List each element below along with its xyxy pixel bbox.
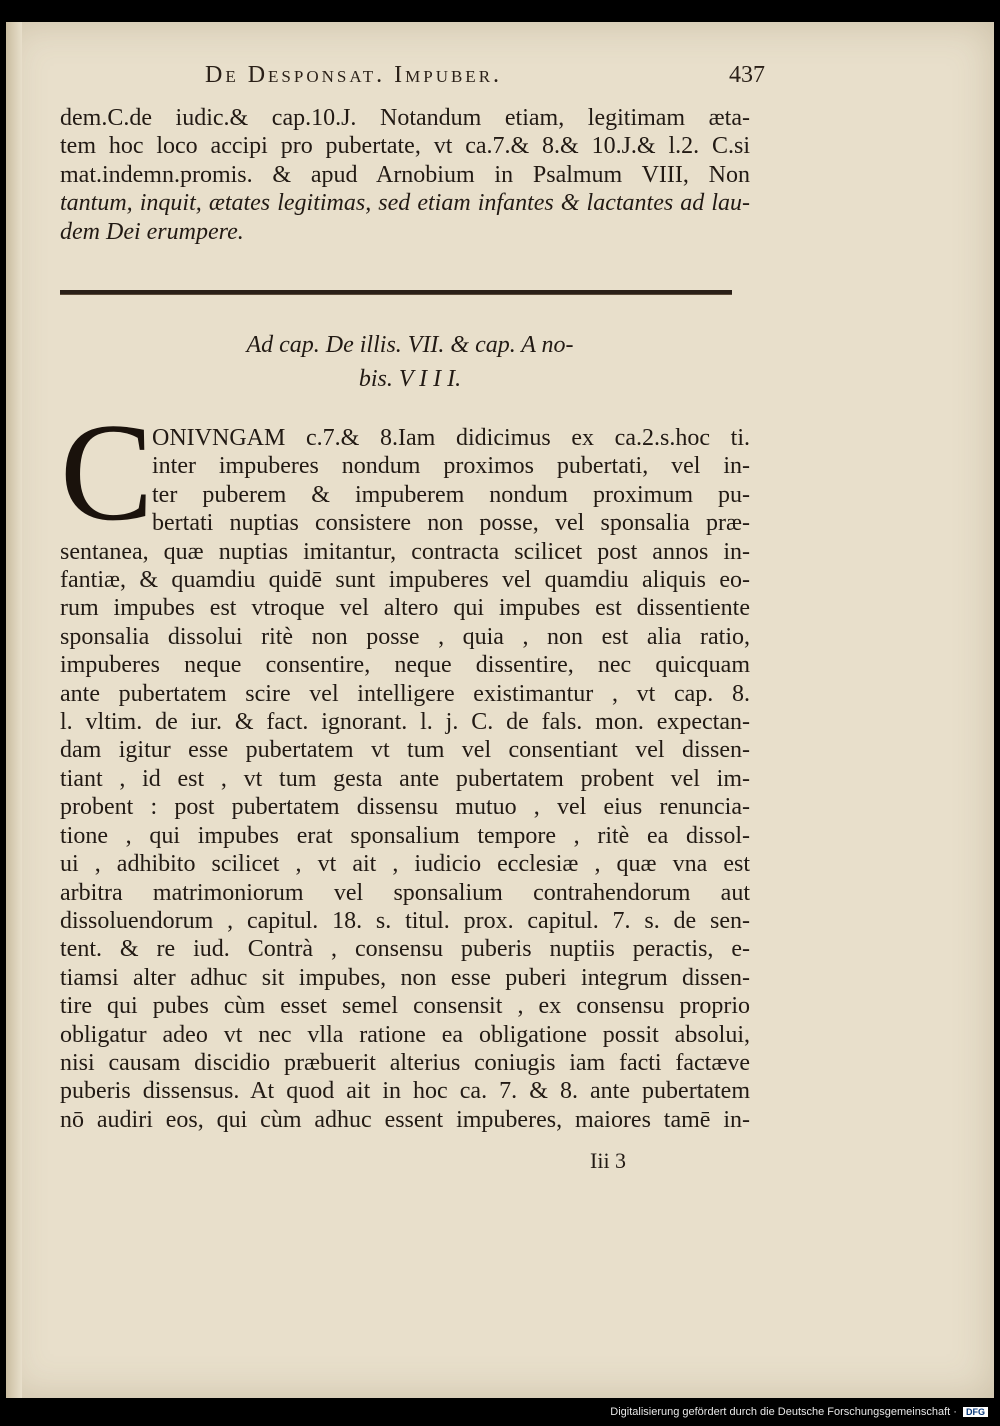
chapter-heading-line: Ad cap. De illis. VII. & cap. A no- [246, 332, 574, 358]
running-title: De Desponsat. Impuber. [205, 62, 503, 88]
text-line: tiamsi alter adhuc sit impubes, non esse puberi integrum dissen- [60, 964, 750, 991]
text-line: fantiæ, & quamdiu quidē sunt impuberes vel quamdiu aliquis eo- [60, 567, 750, 594]
text-line: obligatur adeo vt nec vlla ratione ea obligatione possit absolui, [60, 1021, 750, 1048]
page-number: 437 [729, 62, 765, 88]
text-line: dem.C.de iudic.& cap.10.J. Notandum etiam, legitimam æta- [60, 105, 750, 131]
digitization-footer [610, 1406, 988, 1418]
text-line: arbitra matrimoniorum vel sponsalium contrahendorum aut [60, 879, 750, 906]
text-line: ui , adhibito scilicet , vt ait , iudicio ecclesiæ , quæ vna est [60, 851, 750, 878]
drop-cap-initial: C [60, 395, 154, 550]
text-line: tantum, inquit, ætates legitimas, sed etiam infantes & lactantes ad lau- [60, 190, 750, 217]
text-line: ante pubertatem scire vel intelligere existimantur , vt cap. 8. [60, 680, 750, 707]
text-line: tire qui pubes cùm esset semel consensit , ex consensu proprio [60, 993, 750, 1020]
signature-catchword: Iii 3 [590, 1148, 627, 1173]
text-line: nō audiri eos, qui cùm adhuc essent impuberes, maiores tamē in- [60, 1106, 750, 1133]
page-gutter-edge [6, 22, 22, 1398]
text-line: tiant , id est , vt tum gesta ante pubertatem probent vel im- [60, 765, 750, 792]
text-line: ter puberem & impuberem nondum proximum pu- [152, 481, 750, 508]
text-line: mat.indemn.promis. & apud Arnobium in Psalmum VIII, Non [60, 161, 750, 188]
text-line: tione , qui impubes erat sponsalium tempore , ritè ea dissol- [60, 822, 750, 849]
text-line: dissoluendorum , capitul. 18. s. titul. prox. capitul. 7. s. de sen- [60, 907, 750, 934]
text-line: probent : post pubertatem dissensu mutuo , vel eius renuncia- [60, 794, 750, 821]
section-divider-rule [60, 290, 732, 295]
text-line: puberis dissensus. At quod ait in hoc ca. 7. & 8. ante pubertatem [60, 1078, 750, 1105]
text-line: tent. & re iud. Contrà , consensu puberis nuptiis peractis, e- [60, 936, 750, 963]
text-line: sentanea, quæ nuptias imitantur, contracta scilicet post annos in- [60, 538, 750, 565]
text-line: tem hoc loco accipi pro pubertate, vt ca.7.& 8.& 10.J.& l.2. C.si [60, 133, 750, 160]
footer-text: Digitalisierung gefördert durch die Deutsche Forschungsgemeinschaft · [610, 1406, 957, 1418]
page-header [205, 62, 765, 102]
text-line: inter impuberes nondum proximos pubertati, vel in- [152, 453, 750, 480]
text-line: bertati nuptias consistere non posse, vel sponsalia præ- [152, 510, 750, 537]
top-paragraph [60, 104, 750, 246]
main-paragraph [60, 424, 750, 1134]
text-line: rum impubes est vtroque vel altero qui impubes est dissentiente [60, 595, 750, 622]
text-line: impuberes neque consentire, neque dissentire, nec quicquam [60, 652, 750, 679]
text-line: dem Dei erumpere. [60, 218, 244, 245]
dfg-logo: DFG [963, 1407, 988, 1417]
text-line: l. vltim. de iur. & fact. ignorant. l. j. C. de fals. mon. expectan- [60, 709, 750, 736]
text-line: nisi causam discidio præbuerit alterius coniugis iam facti factæve [60, 1049, 750, 1076]
chapter-heading [160, 328, 660, 396]
text-line: dam igitur esse pubertatem vt tum vel consentiant vel dissen- [60, 737, 750, 764]
text-line: ONIVNGAM c.7.& 8.Iam didicimus ex ca.2.s.hoc ti. [152, 425, 750, 451]
text-line: sponsalia dissolui ritè non posse , quia , non est alia ratio, [60, 623, 750, 650]
chapter-heading-line: bis. V I I I. [358, 366, 462, 392]
